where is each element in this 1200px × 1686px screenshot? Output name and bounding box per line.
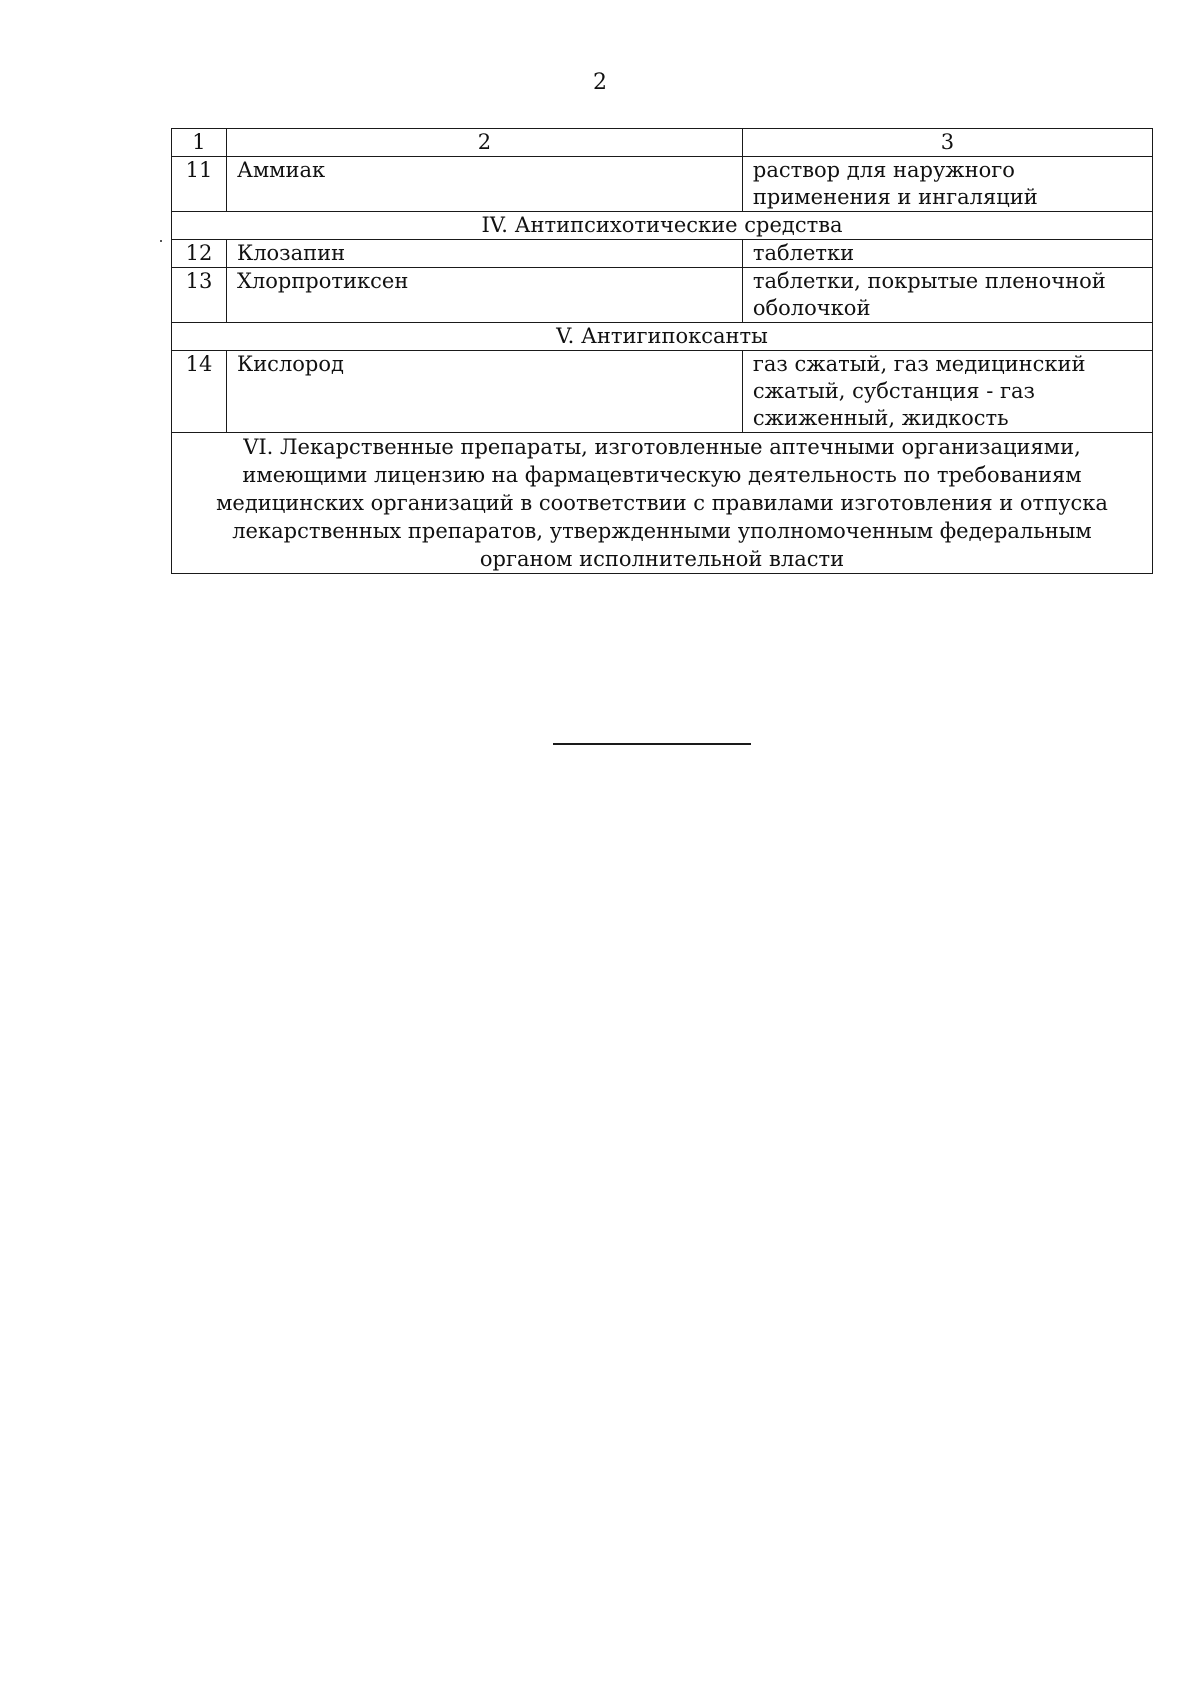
section-heading: IV. Антипсихотические средства	[172, 212, 1153, 240]
row-number: 11	[172, 157, 227, 212]
page-number: 2	[593, 70, 607, 95]
drug-name: Аммиак	[226, 157, 742, 212]
table-row	[172, 351, 1153, 433]
drug-name: Кислород	[226, 351, 742, 433]
table-row	[172, 157, 1153, 212]
section-heading-row	[172, 433, 1153, 574]
table-row	[172, 240, 1153, 268]
section-heading-row	[172, 212, 1153, 240]
end-of-document-rule	[553, 743, 751, 745]
section-heading: V. Антигипоксанты	[172, 323, 1153, 351]
dosage-form: таблетки, покрытые пленочной оболочкой	[742, 268, 1152, 323]
scan-artifact-dot	[160, 240, 162, 242]
row-number: 13	[172, 268, 227, 323]
section-heading-row	[172, 323, 1153, 351]
column-header-1: 1	[172, 129, 227, 157]
section-heading: VI. Лекарственные препараты, изготовленные аптечными организациями, имеющими лицензию на фармацевтическую деятельность по требованиям медицинских организаций в соответствии с правилами изготовления и отпуска лекарственных препаратов, утвержденными уполномоченным федеральным органом исполнительной власти	[172, 433, 1153, 574]
dosage-form: раствор для наружного применения и ингаляций	[742, 157, 1152, 212]
column-header-2: 2	[226, 129, 742, 157]
row-number: 14	[172, 351, 227, 433]
drug-name: Хлорпротиксен	[226, 268, 742, 323]
table-row	[172, 268, 1153, 323]
medicines-table	[171, 128, 1153, 574]
table-header-row	[172, 129, 1153, 157]
dosage-form: газ сжатый, газ медицинский сжатый, субстанция - газ сжиженный, жидкость	[742, 351, 1152, 433]
row-number: 12	[172, 240, 227, 268]
column-header-3: 3	[742, 129, 1152, 157]
dosage-form: таблетки	[742, 240, 1152, 268]
drug-name: Клозапин	[226, 240, 742, 268]
